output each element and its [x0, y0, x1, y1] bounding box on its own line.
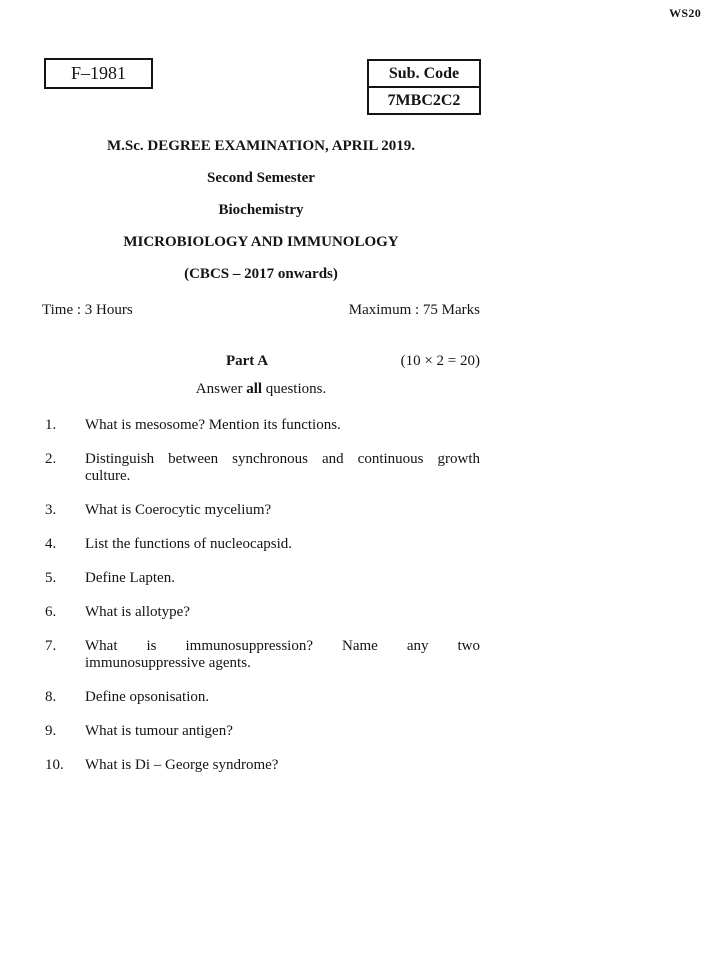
instruction-bold-word: all: [246, 381, 263, 397]
question-text-line: What is Di – George syndrome?: [85, 757, 279, 773]
question-row: [42, 757, 480, 774]
question-row: [42, 723, 480, 740]
part-a-title: Part A: [225, 353, 269, 369]
question-text: [85, 570, 480, 587]
course-heading: MICROBIOLOGY AND IMMUNOLOGY: [123, 234, 399, 250]
watermark-code: WS20: [669, 6, 701, 20]
question-text: [85, 417, 480, 434]
question-text: [85, 638, 480, 672]
part-a-marks: (10 × 2 = 20): [400, 353, 480, 369]
question-text-line: culture.: [85, 468, 131, 484]
question-number: 8.: [45, 689, 57, 705]
question-number: 10.: [45, 757, 64, 773]
exam-title: M.Sc. DEGREE EXAMINATION, APRIL 2019.: [106, 138, 416, 154]
question-text-line: What is immunosuppression? Name any two: [85, 638, 480, 654]
question-row: [42, 689, 480, 706]
question-number: 6.: [45, 604, 57, 620]
maximum-marks: Maximum : 75 Marks: [348, 302, 480, 318]
question-text-line: immunosuppressive agents.: [85, 655, 251, 671]
question-row: [42, 638, 480, 672]
instruction-suffix: questions.: [265, 381, 327, 397]
question-text-line: Define opsonisation.: [85, 689, 210, 705]
question-text-line: Distinguish between synchronous and continuous growth: [85, 451, 480, 467]
question-text-line: What is allotype?: [85, 604, 190, 620]
exam-paper-content: [42, 0, 480, 791]
regulation-heading: (CBCS – 2017 onwards): [184, 266, 338, 282]
question-number: 1.: [45, 417, 57, 433]
question-row: [42, 417, 480, 434]
question-text: [85, 723, 480, 740]
question-text: [85, 536, 480, 553]
paper-code-text: F–1981: [70, 63, 126, 83]
subject-code-value: 7MBC2C2: [369, 86, 479, 113]
subject-heading: Biochemistry: [218, 202, 304, 218]
question-text-line: Define Lapten.: [85, 570, 175, 586]
question-number: 7.: [45, 638, 57, 654]
question-text: [85, 604, 480, 621]
question-number: 9.: [45, 723, 57, 739]
question-row: [42, 451, 480, 485]
question-number: 4.: [45, 536, 57, 552]
time-marks-row: [42, 300, 480, 320]
question-text-line: What is mesosome? Mention its functions.: [85, 417, 341, 433]
question-row: [42, 570, 480, 587]
question-text: [85, 757, 480, 774]
semester-heading: Second Semester: [207, 170, 315, 186]
question-text: [85, 451, 480, 485]
question-text: [85, 689, 480, 706]
question-text: [85, 502, 480, 519]
time-allowed: Time : 3 Hours: [42, 302, 133, 318]
question-number: 3.: [45, 502, 57, 518]
question-text-line: What is tumour antigen?: [85, 723, 233, 739]
question-number: 5.: [45, 570, 57, 586]
part-a-heading-row: [42, 351, 480, 371]
question-text-line: What is Coerocytic mycelium?: [85, 502, 272, 518]
part-a-instruction: [42, 379, 480, 399]
question-text-line: List the functions of nucleocapsid.: [85, 536, 293, 552]
questions-list: [42, 417, 480, 774]
question-row: [42, 536, 480, 553]
instruction-prefix: Answer: [195, 381, 243, 397]
question-number: 2.: [45, 451, 57, 467]
question-row: [42, 604, 480, 621]
subject-code-label: Sub. Code: [388, 64, 460, 82]
question-row: [42, 502, 480, 519]
